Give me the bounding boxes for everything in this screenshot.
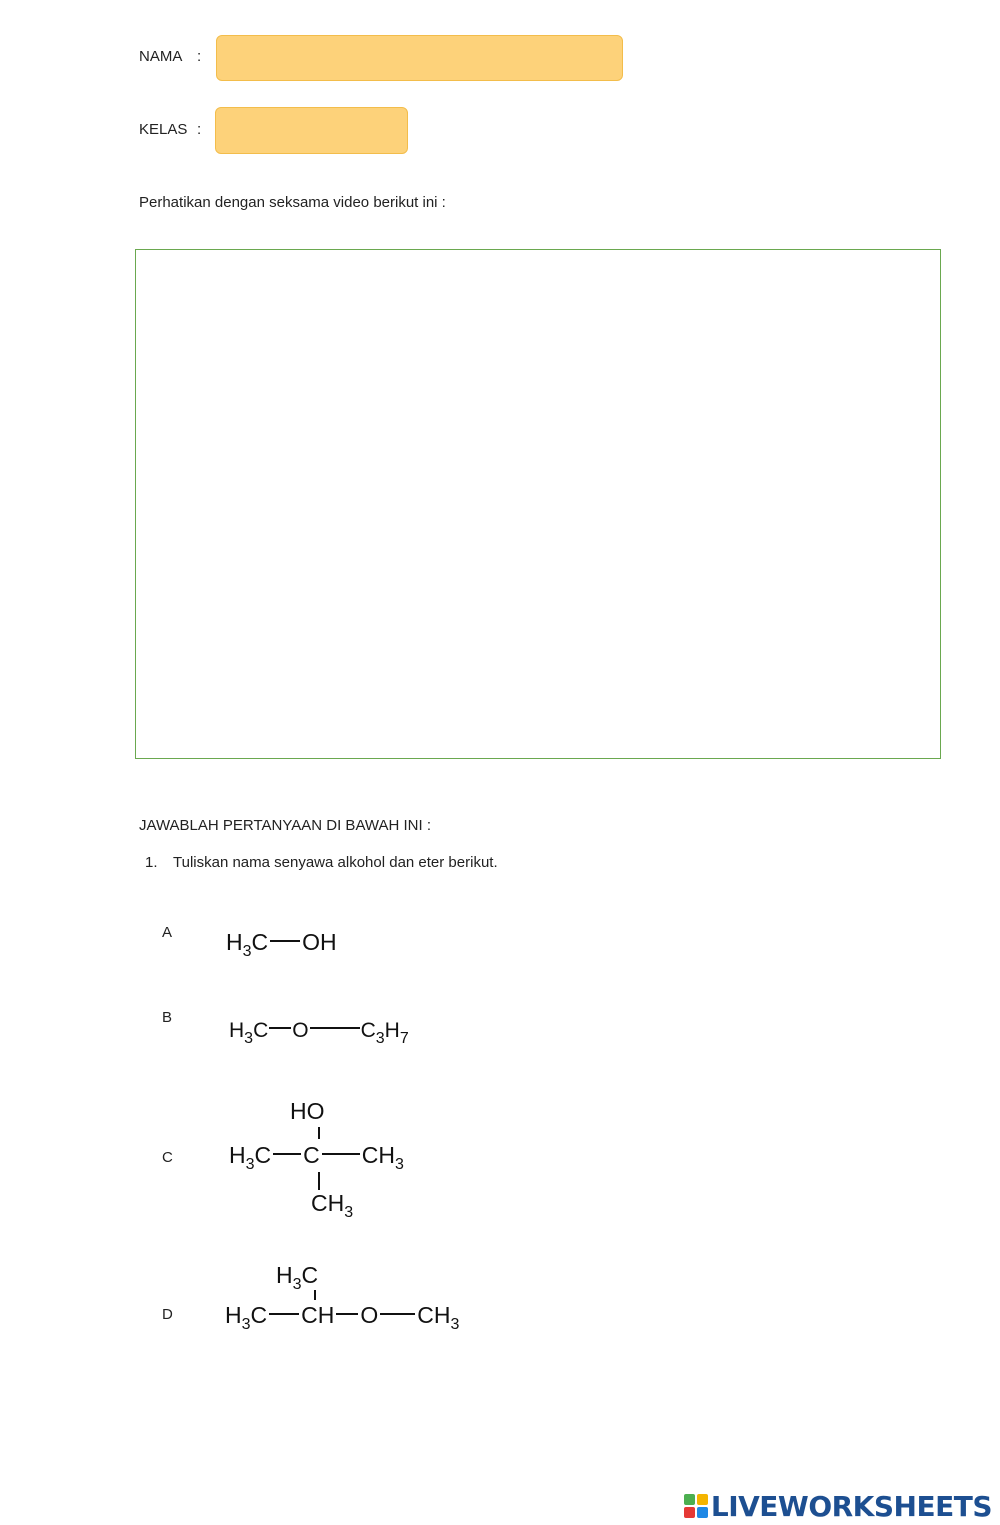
option-d-letter: D — [162, 1306, 173, 1323]
class-colon: : — [197, 121, 202, 138]
logo-mark-icon — [684, 1494, 708, 1518]
question-number: 1. — [145, 854, 158, 871]
instruction-text: Perhatikan dengan seksama video berikut ini : — [139, 194, 446, 211]
name-input[interactable] — [216, 35, 623, 81]
liveworksheets-logo — [684, 1488, 992, 1524]
video-embed[interactable] — [135, 249, 941, 759]
structure-b: $H_3C$ O $C_3H_7$ — [229, 1019, 409, 1047]
question-text: Tuliskan nama senyawa alkohol dan eter berikut. — [173, 854, 498, 871]
option-a-letter: A — [162, 924, 173, 941]
option-c-letter: C — [162, 1149, 173, 1166]
option-b-letter: B — [162, 1009, 173, 1026]
questions-heading: JAWABLAH PERTANYAAN DI BAWAH INI : — [139, 817, 431, 834]
logo-text: LIVEWORKSHEETS — [710, 1489, 992, 1523]
name-colon: : — [197, 48, 202, 65]
name-label: NAMA — [139, 48, 183, 65]
class-label: KELAS — [139, 121, 188, 138]
structure-d: $H_3C$ $H_3C$ CH O $CH_3$ — [225, 1262, 460, 1333]
structure-c: HO $H_3C$ C $CH_3$ $CH_3$ — [229, 1098, 404, 1221]
class-input[interactable] — [215, 107, 408, 154]
structure-a: $H_3C$ OH — [226, 929, 337, 960]
